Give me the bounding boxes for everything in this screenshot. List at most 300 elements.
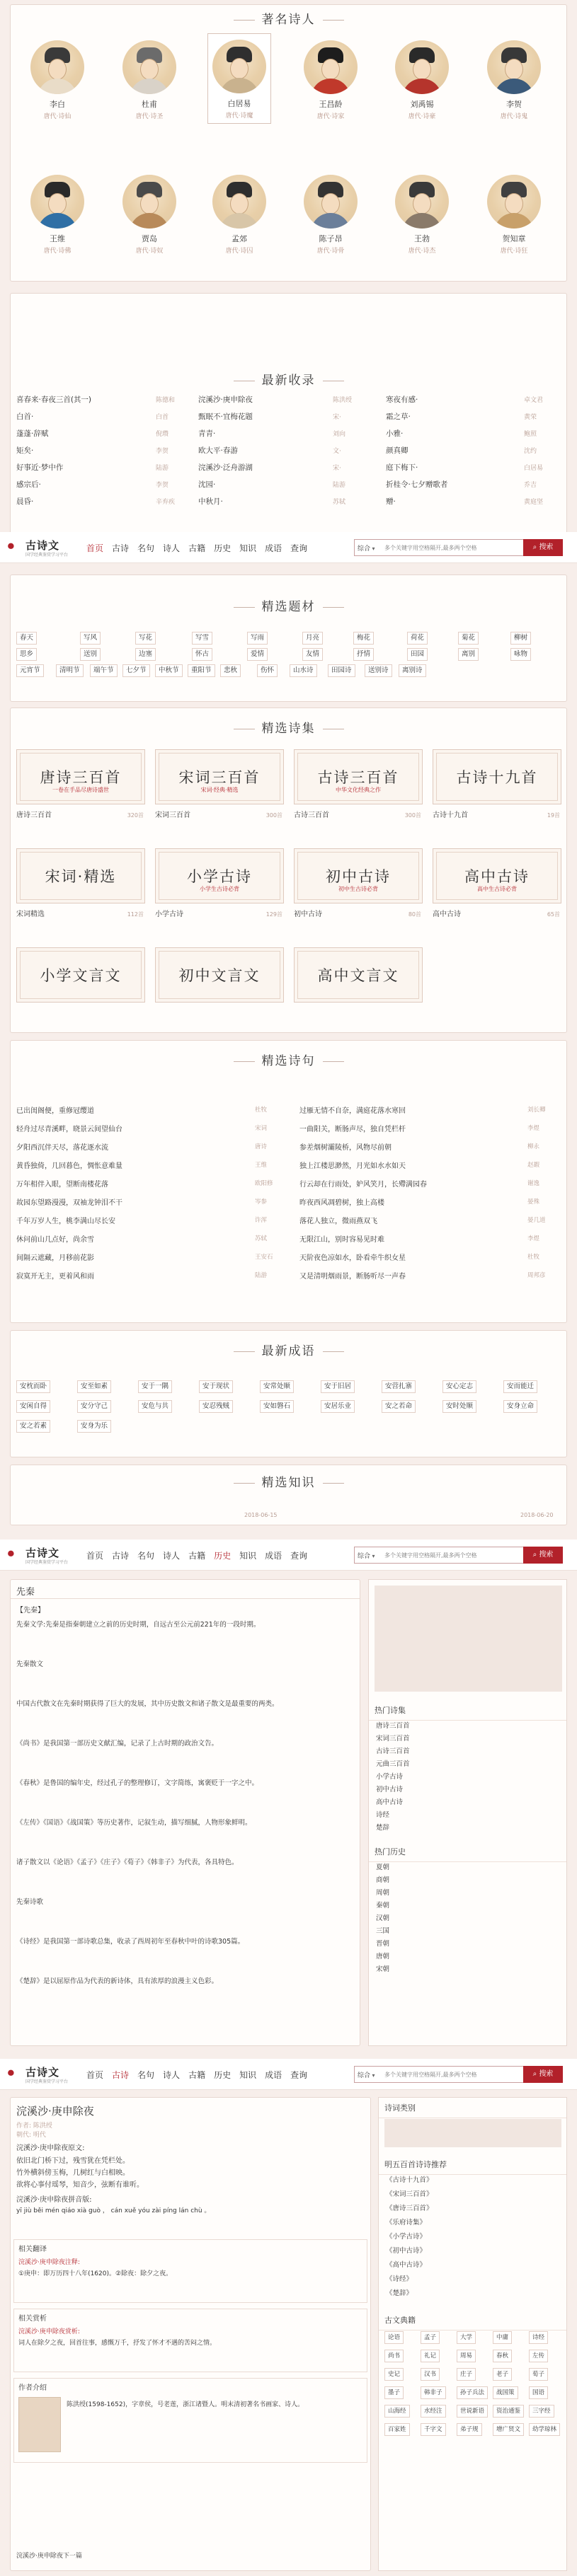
poet-card[interactable]: [482, 175, 546, 255]
nav-item[interactable]: 古诗: [112, 1551, 130, 1561]
nav-item[interactable]: 知识: [239, 543, 257, 553]
sidebar-recommend-item[interactable]: 《宋词三百首》: [386, 2190, 433, 2198]
latest-item-link[interactable]: 青青·: [198, 429, 216, 438]
topic-tag[interactable]: 山水诗: [290, 664, 317, 677]
nav-item[interactable]: 历史: [214, 543, 232, 553]
topic-tag[interactable]: 梅花: [353, 632, 374, 645]
search-input-3[interactable]: [384, 2069, 519, 2080]
famous-line-link[interactable]: 独上江楼思渺然，月光如水水如天: [299, 1162, 406, 1170]
search-box-2: [354, 1547, 563, 1564]
article-heading: 【先秦】: [16, 1607, 45, 1615]
idiom-tag[interactable]: 安于一隅: [138, 1380, 172, 1393]
poet-dynasty: 唐代·诗狂: [500, 248, 528, 255]
poet-face: [505, 59, 523, 80]
latest-item-author: 白首: [156, 414, 169, 421]
topic-tag[interactable]: 七夕节: [122, 664, 150, 677]
famous-line-link[interactable]: 天阶夜色凉如水，卧看牵牛织女星: [299, 1254, 406, 1262]
nav-item[interactable]: 古籍: [188, 543, 206, 553]
sidebar-book-tag[interactable]: 战国策: [493, 2386, 518, 2399]
famous-line-author: 周邦彦: [527, 1272, 546, 1279]
article-sidebar: [368, 1579, 567, 2046]
famous-line-link[interactable]: 故园东望路漫漫，双袖龙钟泪不干: [16, 1199, 122, 1207]
latest-item-author: 李贺: [156, 448, 169, 455]
sidebar-history-item[interactable]: 唐朝: [376, 1953, 390, 1960]
poem-dynasty: 朝代: 明代: [16, 2132, 46, 2139]
famous-line-author: 苏轼: [255, 1235, 268, 1242]
collection-card[interactable]: [16, 749, 145, 819]
idioms-section: [10, 1330, 567, 1457]
sidebar-book-tag[interactable]: 庄子: [457, 2368, 476, 2381]
latest-item-link[interactable]: 小雅·: [386, 429, 404, 438]
sidebar-book-tag[interactable]: 汉书: [421, 2368, 440, 2381]
poet-dynasty: 唐代·诗囚: [225, 248, 253, 255]
latest-item-link[interactable]: 中秋月·: [198, 497, 223, 506]
search-input[interactable]: [384, 542, 519, 553]
logo-text-3: 古诗文: [25, 2066, 60, 2079]
topic-tag[interactable]: 柳树: [510, 632, 531, 645]
collection-cover: [155, 947, 284, 1003]
sidebar-book-tag[interactable]: 幼学琼林: [529, 2423, 560, 2436]
topic-tag[interactable]: 重阳节: [188, 664, 215, 677]
sidebar-book-tag[interactable]: 尚书: [384, 2350, 404, 2362]
poet-robe: [38, 79, 77, 94]
sidebar-book-tag[interactable]: 论语: [384, 2331, 404, 2344]
collection-cover: [155, 848, 284, 903]
poet-card[interactable]: [390, 40, 454, 120]
sidebar-book-tag[interactable]: 千字文: [421, 2423, 446, 2436]
collection-cover-title: 小学古诗: [187, 868, 252, 885]
topic-tag[interactable]: 离别: [458, 648, 479, 661]
poet-portrait: [487, 175, 541, 229]
collection-cover: [433, 848, 561, 903]
poet-dynasty: 唐代·诗佛: [43, 248, 72, 255]
second-navbar: [0, 1540, 577, 1571]
idiom-tag[interactable]: 安营扎寨: [382, 1380, 416, 1393]
latest-item-link[interactable]: 矩矣·: [16, 446, 34, 455]
poet-card[interactable]: [118, 175, 181, 255]
collection-cover-title: 初中文言文: [178, 967, 261, 984]
famous-line-link[interactable]: 无限江山，别时容易见时难: [299, 1236, 384, 1244]
translation-label: 浣溪沙·庚申除夜注释:: [18, 2259, 80, 2266]
topic-tag[interactable]: 伤怀: [257, 664, 278, 677]
logo-subtext: 国学经典鉴赏学习平台: [25, 553, 69, 558]
topic-tag[interactable]: 清明节: [56, 664, 84, 677]
latest-item-link[interactable]: 赠·: [386, 497, 396, 506]
sidebar-book-tag[interactable]: 周易: [457, 2350, 476, 2362]
famous-line-link[interactable]: 夕阳西沉伴天尽，落花逐水流: [16, 1144, 108, 1152]
poet-robe: [311, 213, 350, 229]
famous-line-link[interactable]: 黄昏独倚，几回暮色，惆怅意难量: [16, 1162, 122, 1170]
collection-label: 高中古诗: [433, 911, 461, 918]
poet-card[interactable]: [207, 175, 271, 255]
sidebar-book-tag[interactable]: 韩非子: [421, 2386, 446, 2399]
idiom-tag[interactable]: 安心定志: [442, 1380, 476, 1393]
nav-item[interactable]: 查询: [290, 1551, 308, 1561]
collection-cover-subtitle: 中华文化经典之作: [336, 787, 381, 793]
collection-cover-title: 宋词三百首: [178, 769, 261, 786]
search-button-3[interactable]: [523, 2066, 563, 2083]
topic-tag[interactable]: 送别: [80, 648, 101, 661]
latest-item-author: 陆游: [333, 482, 346, 489]
sidebar-hot-item[interactable]: 小学古诗: [376, 1773, 404, 1781]
sidebar-book-tag[interactable]: 孟子: [421, 2331, 440, 2344]
famous-line-link[interactable]: 昨夜西风凋碧树，独上高楼: [299, 1199, 384, 1207]
collection-card[interactable]: [294, 749, 423, 819]
latest-item-link[interactable]: 好事近·梦中作: [16, 463, 64, 472]
sidebar-book-tag[interactable]: 百家姓: [384, 2423, 410, 2436]
latest-item-link[interactable]: 白首·: [16, 412, 34, 421]
top-navbar: [0, 532, 577, 563]
topic-tag[interactable]: 抒情: [353, 648, 374, 661]
topic-tag[interactable]: 咏物: [510, 648, 531, 661]
latest-item-author: 苏轼: [333, 499, 346, 506]
topic-tag[interactable]: 悲秋: [220, 664, 241, 677]
famous-line-link[interactable]: 休问前山几点好，尚余雪: [16, 1236, 94, 1244]
sidebar-history-item[interactable]: 商朝: [376, 1876, 390, 1884]
sidebar-book-tag[interactable]: 资治通鉴: [493, 2405, 524, 2418]
latest-item-link[interactable]: 蓬蓬·辞赋: [16, 429, 49, 438]
latest-item-link[interactable]: 霜之草·: [386, 412, 411, 421]
sidebar-ad-placeholder: [375, 1586, 562, 1692]
latest-item-link[interactable]: 感宗后·: [16, 480, 41, 489]
poet-name: 白居易: [227, 99, 251, 108]
idiom-tag[interactable]: 安如磐石: [260, 1400, 294, 1413]
collection-card[interactable]: [16, 947, 145, 1003]
topic-tag[interactable]: 送别诗: [365, 664, 392, 677]
collection-card[interactable]: [16, 848, 145, 918]
sidebar-history-item[interactable]: 宋朝: [376, 1965, 390, 1973]
sidebar-book-tag[interactable]: 礼记: [421, 2350, 440, 2362]
poet-card[interactable]: [25, 40, 89, 120]
poet-robe: [38, 213, 77, 229]
collection-cover: [294, 848, 423, 903]
latest-item-author: 辛弃疾: [156, 499, 176, 506]
famous-line-author: 谢逸: [527, 1180, 540, 1187]
collection-count: 320首: [127, 812, 144, 819]
sidebar-recommend-item[interactable]: 《古诗十九首》: [386, 2176, 433, 2184]
idiom-tag[interactable]: 安常处顺: [260, 1380, 294, 1393]
topic-tag[interactable]: 中秋节: [155, 664, 183, 677]
sidebar-book-tag[interactable]: 左传: [529, 2350, 548, 2362]
poet-face: [505, 193, 523, 214]
collection-card[interactable]: [155, 947, 284, 1003]
poet-face: [321, 193, 340, 214]
topics-section: [10, 574, 567, 702]
sidebar-hot-item[interactable]: 宋词三百首: [376, 1735, 410, 1743]
latest-item-link[interactable]: 喜春来·春夜三首(其一): [16, 395, 92, 404]
poet-face: [140, 193, 159, 214]
sidebar-book-tag[interactable]: 大学: [457, 2331, 476, 2344]
idiom-tag[interactable]: 安身为乐: [77, 1420, 111, 1433]
article-paragraph: 《春秋》是鲁国的编年史，经过孔子的整理修订，文字简练，寓褒贬于一字之中。: [16, 1779, 259, 1787]
idiom-tag[interactable]: 安于旧居: [321, 1380, 355, 1393]
search-button-2[interactable]: [523, 1547, 563, 1564]
nav-item[interactable]: 古诗: [112, 2070, 130, 2080]
poet-name: 王勃: [414, 234, 430, 243]
poet-robe: [494, 79, 534, 94]
poem-line: 竹外横斜傍玉梅，几树红与白相映。: [16, 2169, 130, 2177]
poet-card[interactable]: [207, 33, 271, 124]
nav-item[interactable]: 古籍: [188, 1551, 206, 1561]
topic-tag[interactable]: 端午节: [90, 664, 118, 677]
topic-tag[interactable]: 田园诗: [328, 664, 355, 677]
sidebar-book-tag[interactable]: 水经注: [421, 2405, 446, 2418]
idiom-tag[interactable]: 安至如素: [77, 1380, 111, 1393]
sidebar-book-tag[interactable]: 弟子规: [457, 2423, 482, 2436]
idiom-tag[interactable]: 安居乐业: [321, 1400, 355, 1413]
latest-item-link[interactable]: 沈园·: [198, 480, 216, 489]
nav-item[interactable]: 古籍: [188, 2070, 206, 2080]
logo-subtext-3: 国学经典鉴赏学习平台: [25, 2079, 69, 2084]
nav-item[interactable]: 名句: [137, 1551, 155, 1561]
nav-item[interactable]: 首页: [86, 1551, 104, 1561]
search-button[interactable]: [523, 539, 563, 556]
nav-item[interactable]: 诗人: [163, 543, 181, 553]
sidebar-recommend-item[interactable]: 《乐府诗集》: [386, 2219, 427, 2226]
topic-tag[interactable]: 怀古: [192, 648, 212, 661]
topic-tag[interactable]: 写风: [80, 632, 101, 645]
sidebar-hot-item[interactable]: 元曲三百首: [376, 1760, 410, 1768]
poet-portrait: [30, 175, 84, 229]
sidebar-recommend-item[interactable]: 《小学古诗》: [386, 2233, 427, 2241]
idiom-tag[interactable]: 安时处顺: [442, 1400, 476, 1413]
latest-item-link[interactable]: 颜真卿: [386, 446, 409, 455]
poet-face: [140, 59, 159, 80]
site-logo-2[interactable]: [7, 1544, 78, 1566]
article-breadcrumb: 先秦: [16, 1587, 35, 1598]
sidebar-hot-item[interactable]: 古诗三百首: [376, 1748, 410, 1755]
nav-item[interactable]: 历史: [214, 2070, 232, 2080]
nav-item[interactable]: 查询: [290, 543, 308, 553]
poet-card[interactable]: [299, 175, 362, 255]
collection-card[interactable]: [155, 749, 284, 819]
sidebar-book-tag[interactable]: 增广贤文: [493, 2423, 524, 2436]
search-type-select-2[interactable]: 综合 ▾: [358, 1551, 375, 1560]
collection-card[interactable]: [433, 749, 561, 819]
famous-line-link[interactable]: 千年万岁人生，桃李满山尽长安: [16, 1218, 115, 1225]
poet-card[interactable]: [25, 175, 89, 255]
idiom-tag[interactable]: 安于现状: [199, 1380, 233, 1393]
famous-line-link[interactable]: 落花人独立，微雨燕双飞: [299, 1218, 377, 1225]
collection-card[interactable]: [433, 848, 561, 918]
sidebar-history-item[interactable]: 夏朝: [376, 1864, 390, 1871]
topic-tag[interactable]: 写花: [135, 632, 156, 645]
sidebar-book-tag[interactable]: 山海经: [384, 2405, 410, 2418]
famous-line-link[interactable]: 轻舟过尽青溪畔，晓景云间望仙台: [16, 1126, 122, 1133]
article-paragraph: 先秦文学:先秦是指秦朝建立之前的历史时期，自远古至公元前221年的一段时期。: [16, 1621, 261, 1629]
sidebar-book-tag[interactable]: 春秋: [493, 2350, 512, 2362]
nav-item[interactable]: 诗人: [163, 1551, 181, 1561]
topic-tag[interactable]: 菊花: [458, 632, 479, 645]
poet-name: 贺知章: [502, 234, 526, 243]
sidebar-book-tag[interactable]: 国语: [529, 2386, 548, 2399]
poet-portrait: [487, 40, 541, 94]
sidebar-hot-item[interactable]: 初中古诗: [376, 1786, 404, 1794]
famous-line-author: 王维: [255, 1162, 268, 1169]
collection-cover-subtitle: 初中生古诗必背: [338, 886, 378, 892]
section-title-poets: 著名诗人: [11, 9, 566, 27]
topic-tag[interactable]: 春天: [16, 632, 37, 645]
latest-section: [10, 293, 567, 542]
sidebar-history-item[interactable]: 晋朝: [376, 1940, 390, 1948]
sidebar-book-tag[interactable]: 史记: [384, 2368, 404, 2381]
nav-item[interactable]: 知识: [239, 1551, 257, 1561]
poet-card[interactable]: [390, 175, 454, 255]
topic-tag[interactable]: 思乡: [16, 648, 37, 661]
famous-line-author: 杜牧: [255, 1107, 268, 1114]
famous-line-link[interactable]: 一曲阳关，断肠声尽，独自凭栏杆: [299, 1126, 406, 1133]
search-icon-2: ⌕: [532, 1551, 537, 1559]
sidebar-book-tag[interactable]: 世说新语: [457, 2405, 488, 2418]
topic-tag[interactable]: 离别诗: [399, 664, 426, 677]
nav-item[interactable]: 成语: [265, 1551, 282, 1561]
search-type-select[interactable]: 综合 ▾: [358, 543, 375, 553]
search-box-3: [354, 2066, 563, 2083]
latest-item-link[interactable]: 欧大平·春游: [198, 446, 238, 455]
idiom-tag[interactable]: 安身立命: [503, 1400, 537, 1413]
sidebar-book-tag[interactable]: 三字经: [529, 2405, 554, 2418]
poet-portrait: [395, 40, 449, 94]
topic-tag[interactable]: 荷花: [407, 632, 428, 645]
topic-tag[interactable]: 写雨: [247, 632, 268, 645]
poet-name: 王昌龄: [319, 100, 343, 109]
nav-item[interactable]: 名句: [137, 543, 155, 553]
poet-robe: [130, 79, 169, 94]
sidebar-hot-item[interactable]: 高中古诗: [376, 1798, 404, 1806]
famous-line-author: 杜牧: [527, 1254, 540, 1261]
sidebar-history-item[interactable]: 秦朝: [376, 1902, 390, 1910]
sidebar-book-tag[interactable]: 墨子: [384, 2386, 404, 2399]
article-paragraph: 中国古代散文在先秦时期获得了巨大的发展，其中历史散文和诸子散文是最重要的两类。: [16, 1700, 279, 1708]
section-title-lines: 精选诗句: [11, 1051, 566, 1068]
nav-item[interactable]: 知识: [239, 2070, 257, 2080]
nav-item[interactable]: 首页: [86, 2070, 104, 2080]
topic-tag[interactable]: 友情: [302, 648, 323, 661]
nav-item[interactable]: 诗人: [163, 2070, 181, 2080]
section-title-collections: 精选诗集: [11, 718, 566, 736]
nav-item[interactable]: 历史: [214, 1551, 232, 1561]
latest-item-link[interactable]: 甄眠不·宜梅花题: [198, 412, 253, 421]
idiom-tag[interactable]: 安分守己: [77, 1400, 111, 1413]
collection-card[interactable]: [294, 947, 423, 1003]
sidebar-recommend-item[interactable]: 《诗经》: [386, 2275, 413, 2283]
sidebar-book-tag[interactable]: 诗经: [529, 2331, 548, 2344]
famous-line-link[interactable]: 参差烟树灞陵桥，风物尽前朝: [299, 1144, 392, 1152]
poet-card[interactable]: [118, 40, 181, 120]
sidebar-history-item[interactable]: 三国: [376, 1927, 390, 1935]
idiom-tag[interactable]: 安而能迁: [503, 1380, 537, 1393]
latest-item-link[interactable]: 折桂令·七夕赠歌者: [386, 480, 448, 489]
topic-tag[interactable]: 元宵节: [16, 664, 44, 677]
nav-item[interactable]: 首页: [86, 543, 104, 553]
topic-tag[interactable]: 爱情: [247, 648, 268, 661]
topic-tag[interactable]: 写雪: [192, 632, 212, 645]
famous-line-author: 王安石: [255, 1254, 273, 1261]
sidebar-history-item[interactable]: 周朝: [376, 1889, 390, 1897]
sidebar-recommend-item[interactable]: 《楚辞》: [386, 2289, 413, 2297]
topic-tag[interactable]: 月亮: [302, 632, 323, 645]
latest-item-link[interactable]: 浣溪沙·庚申除夜: [198, 395, 253, 404]
search-input-2[interactable]: [384, 1549, 519, 1561]
idiom-tag[interactable]: 安危与共: [138, 1400, 172, 1413]
collection-label: 宋词精选: [16, 911, 45, 918]
idiom-tag[interactable]: 安枕而卧: [16, 1380, 50, 1393]
sidebar-book-tag[interactable]: 荀子: [529, 2368, 548, 2381]
article-paragraph: 先秦诗歌: [16, 1898, 44, 1906]
sidebar-recommend-item[interactable]: 《高中古诗》: [386, 2261, 427, 2269]
poet-card[interactable]: [482, 40, 546, 120]
poet-portrait: [122, 40, 176, 94]
famous-line-link[interactable]: 万年相伴入眼，望断南楼花落: [16, 1181, 108, 1189]
latest-item-link[interactable]: 庭下梅下·: [386, 463, 418, 472]
nav-item[interactable]: 名句: [137, 2070, 155, 2080]
collection-card[interactable]: [155, 848, 284, 918]
famous-line-author: 晏殊: [527, 1199, 540, 1206]
latest-item-link[interactable]: 晨昏·: [16, 497, 34, 506]
article-paragraph: 《尚书》是我国第一部历史文献汇编，记录了上古时期的政治文告。: [16, 1740, 219, 1748]
famous-line-link[interactable]: 寂寞开无主，更着风和雨: [16, 1273, 94, 1281]
sidebar-book-tag[interactable]: 中庸: [493, 2331, 512, 2344]
article-paragraph: 《诗经》是我国第一部诗歌总集，收录了西周初年至春秋中叶的诗歌305篇。: [16, 1938, 245, 1946]
idiom-tag[interactable]: 安之若命: [382, 1400, 416, 1413]
main-nav-3: [86, 2069, 316, 2081]
famous-line-link[interactable]: 已出闺阁便，重修冠缨道: [16, 1107, 94, 1115]
nav-item[interactable]: 成语: [265, 543, 282, 553]
sidebar-hot-item[interactable]: 唐诗三百首: [376, 1722, 410, 1730]
famous-line-link[interactable]: 过雁无情不自奈，满庭花落水寒回: [299, 1107, 406, 1115]
next-article-link[interactable]: 浣溪沙·庚申除夜下一篇: [16, 2553, 82, 2560]
collection-cover: [16, 947, 145, 1003]
latest-item-link[interactable]: 寒夜有感·: [386, 395, 418, 404]
sidebar-type-placeholder: [384, 2119, 561, 2147]
nav-item[interactable]: 古诗: [112, 543, 130, 553]
topic-tag[interactable]: 边塞: [135, 648, 156, 661]
collection-cover-subtitle: 小学生古诗必背: [200, 886, 239, 892]
poet-face: [413, 193, 431, 214]
sidebar-history-item[interactable]: 汉朝: [376, 1914, 390, 1922]
sidebar-recommend-item[interactable]: 《唐诗三百首》: [386, 2205, 433, 2212]
topic-tag[interactable]: 田园: [407, 648, 428, 661]
famous-line-link[interactable]: 行云却在行雨处，妒风笑月，长殢满园春: [299, 1181, 427, 1189]
sidebar-hot-item[interactable]: 楚辞: [376, 1824, 390, 1832]
collection-cover: [16, 749, 145, 804]
latest-item-author: 鲍照: [524, 431, 537, 438]
site-logo[interactable]: [7, 536, 78, 559]
famous-line-link[interactable]: 又是清明烟雨景，断肠听尽一声春: [299, 1273, 406, 1281]
collection-count: 112首: [127, 911, 144, 918]
nav-item[interactable]: 查询: [290, 2070, 308, 2080]
poet-face: [321, 59, 340, 80]
idiom-tag[interactable]: 安忍残贼: [199, 1400, 233, 1413]
sidebar-recommend-item[interactable]: 《初中古诗》: [386, 2247, 427, 2255]
poet-name: 孟郊: [232, 234, 247, 243]
sidebar-book-tag[interactable]: 老子: [493, 2368, 512, 2381]
collection-card[interactable]: [294, 848, 423, 918]
sidebar-hot-item[interactable]: 诗经: [376, 1811, 390, 1819]
famous-line-link[interactable]: 间隔云遮藏，月移前花影: [16, 1254, 94, 1262]
latest-item-link[interactable]: 浣溪沙·泛舟游湖: [198, 463, 253, 472]
search-type-select-3[interactable]: 综合 ▾: [358, 2070, 375, 2079]
site-logo-3[interactable]: [7, 2063, 78, 2086]
famous-line-author: 赵嘏: [527, 1162, 540, 1169]
poet-card[interactable]: [299, 40, 362, 120]
idiom-tag[interactable]: 安之若素: [16, 1420, 50, 1433]
poem-sidebar: [378, 2097, 567, 2571]
nav-item[interactable]: 成语: [265, 2070, 282, 2080]
idiom-tag[interactable]: 安闲自得: [16, 1400, 50, 1413]
latest-item-author: 刘向: [333, 431, 346, 438]
sidebar-book-tag[interactable]: 孙子兵法: [457, 2386, 488, 2399]
